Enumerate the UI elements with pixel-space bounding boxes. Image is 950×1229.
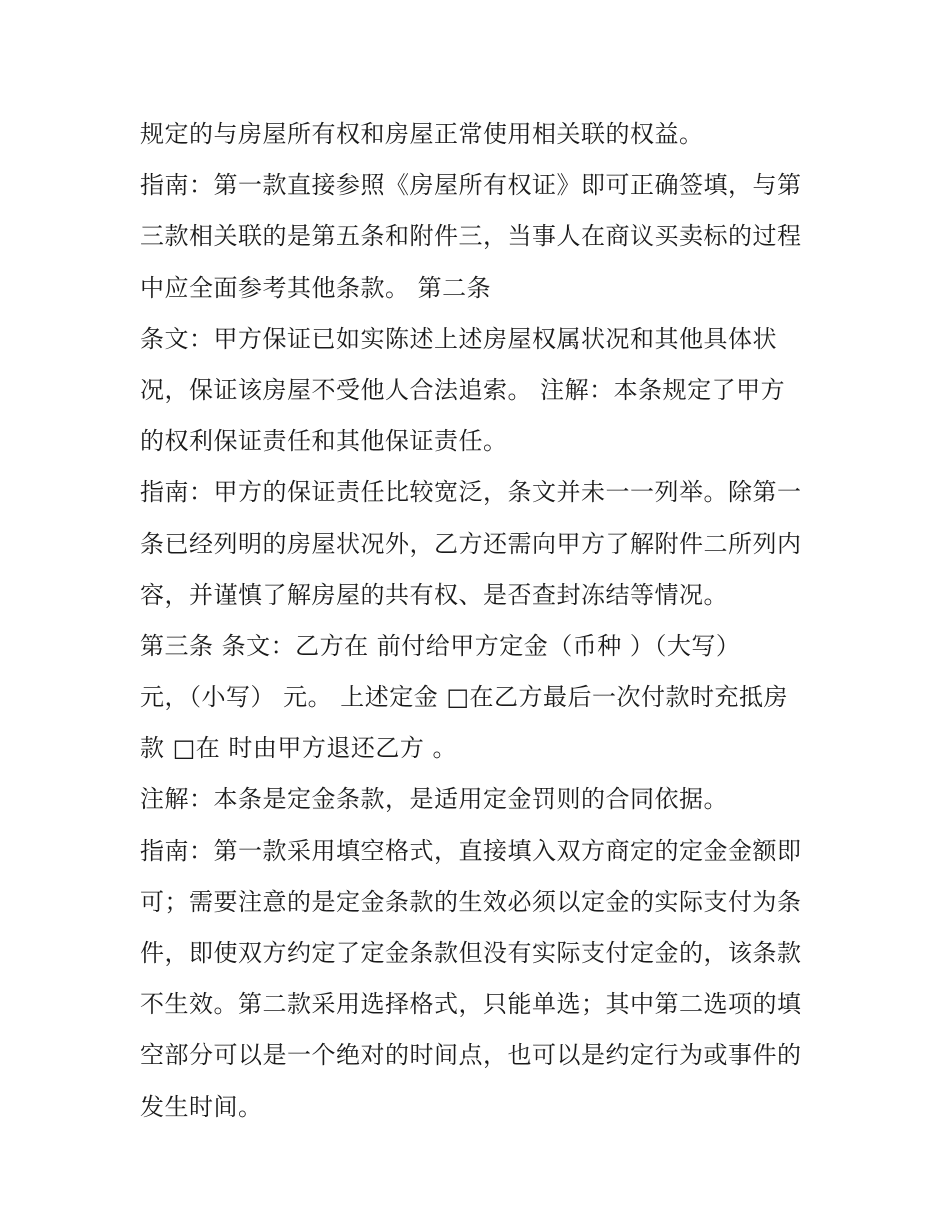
text-line: 条文：甲方保证已如实陈述上述房屋权属状况和其他具体状	[140, 324, 777, 353]
text-line: 的权利保证责任和其他保证责任。	[140, 427, 508, 456]
text-line: 第三条 条文：乙方在 前付给甲方定金（币种 ）（大写）	[140, 631, 741, 660]
text-line: 规定的与房屋所有权和房屋正常使用相关联的权益。	[140, 120, 704, 148]
text-line: 元，（小写） 元。 上述定金 □在乙方最后一次付款时充抵房	[140, 683, 789, 712]
text-line: 空部分可以是一个绝对的时间点，也可以是约定行为或事件的	[140, 1041, 802, 1070]
text-line: 指南：第一款采用填空格式，直接填入双方商定的定金金额即	[140, 836, 802, 865]
text-line: 三款相关联的是第五条和附件三，当事人在商议买卖标的过程	[140, 222, 802, 251]
text-line: 件，即使双方约定了定金条款但没有实际支付定金的，该条款	[140, 939, 802, 967]
document-body	[140, 109, 820, 1133]
text-line: 指南：甲方的保证责任比较宽泛，条文并未一一列举。除第一	[140, 478, 802, 507]
text-line: 条已经列明的房屋状况外，乙方还需向甲方了解附件二所列内	[140, 529, 802, 558]
text-line: 中应全面参考其他条款。 第二条	[140, 273, 492, 302]
text-line: 款 □在 时由甲方退还乙方 。	[140, 734, 458, 763]
text-line: 容，并谨慎了解房屋的共有权、是否查封冻结等情况。	[140, 580, 728, 609]
text-line: 注解：本条是定金条款，是适用定金罚则的合同依据。	[140, 785, 728, 814]
text-line: 指南：第一款直接参照《房屋所有权证》即可正确签填，与第	[140, 171, 802, 200]
text-line: 可；需要注意的是定金条款的生效必须以定金的实际支付为条	[140, 887, 802, 916]
text-line: 发生时间。	[140, 1092, 263, 1121]
text-line: 况，保证该房屋不受他人合法追索。 注解：本条规定了甲方	[140, 375, 786, 404]
text-line: 不生效。第二款采用选择格式，只能单选；其中第二选项的填	[140, 990, 802, 1019]
